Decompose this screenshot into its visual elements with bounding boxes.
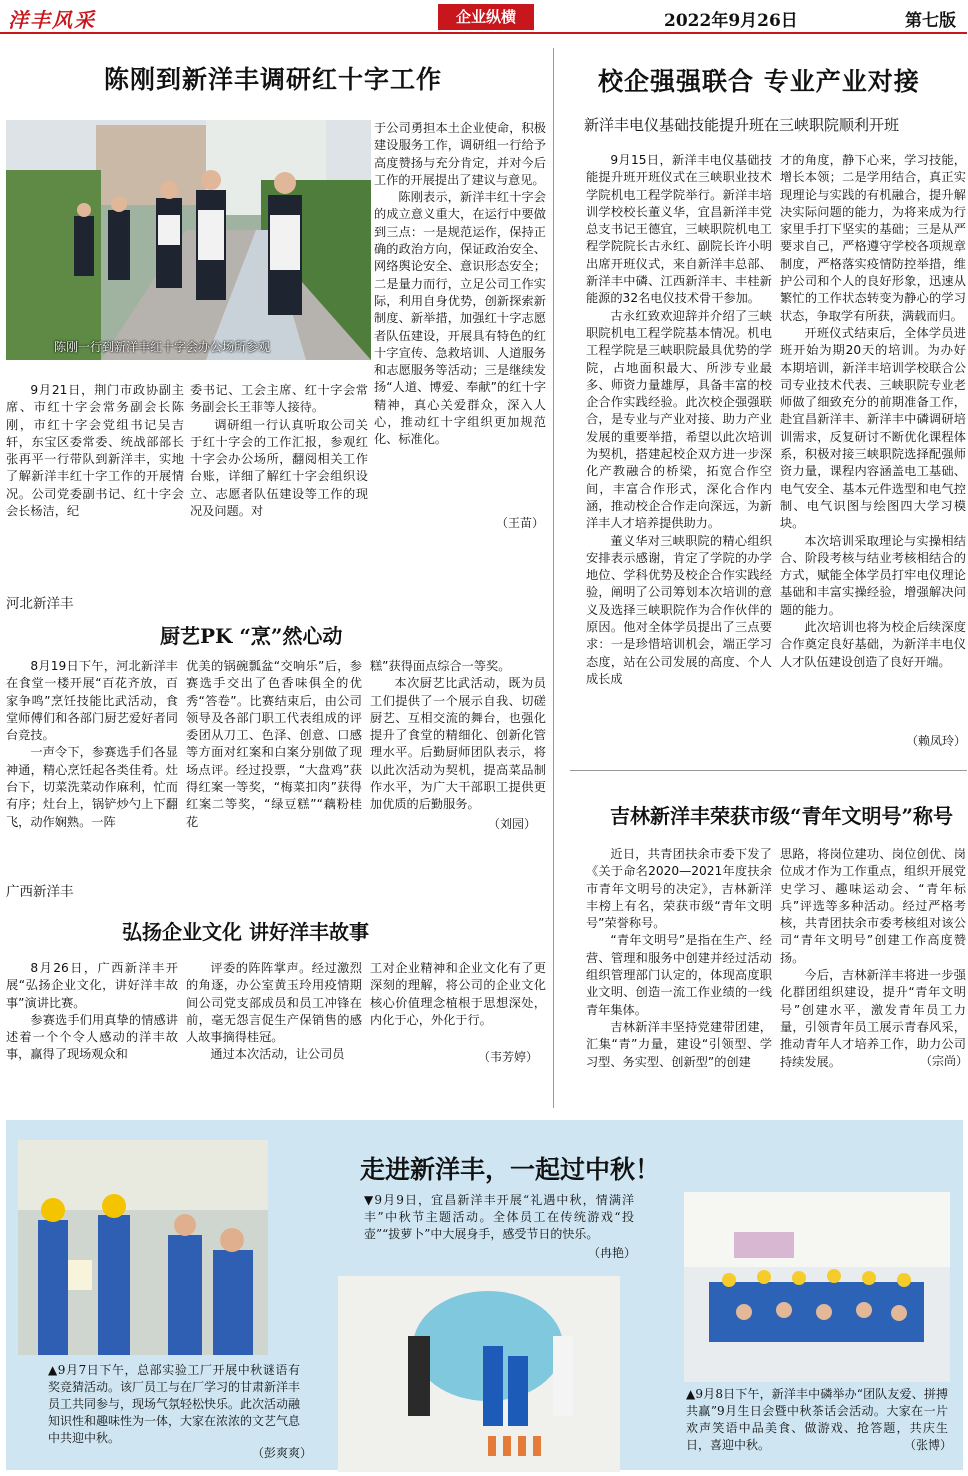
paragraph: 调研组一行认真听取公司关于红十字会的工作汇报，参观红十字会办公场所，翻阅相关工作台账，详细了解红十字会组织设立、志愿者队伍建设等工作的现况及问题。对 [190, 417, 368, 519]
paragraph: 委书记、工会主席、红十字会常务副会长王菲等人接待。 [190, 383, 368, 415]
article5-byline: （宗尚） [920, 1054, 968, 1068]
paragraph: 参赛选手们用真挚的情感讲述着一个个令人感动的洋丰故事，赢得了现场观众和 [6, 1012, 178, 1062]
article2-title: 厨艺PK “烹”然心动 [160, 624, 343, 648]
paragraph: 8月26日，广西新洋丰开展“弘扬企业文化，讲好洋丰故事”演讲比赛。 [6, 961, 178, 1010]
photo-riddle-event [18, 1140, 268, 1355]
paragraph: 思路，将岗位建功、岗位创优、岗位成才作为工作重点，组织开展党史学习、趣味运动会、“青年标兵”评选等多种活动。经过严格考核，共青团扶余市委考核组对该公司“青年文明号”创建工作高度赞扬。 [780, 847, 966, 965]
article1-photo [6, 120, 371, 360]
paragraph: 本次培训采取理论与实操相结合、阶段考核与结业考核相结合的方式，赋能全体学员打牢电仪理论基础和丰富实操经验，增强解决问题的能力。 [780, 533, 966, 617]
paragraph: 才的角度，静下心来，学习技能，增长本领；二是学用结合，真正实现理论与实践的有机融合，提升解决实际问题的能力，为将来成为行家里手打下坚实的基础；三是从严要求自己，严格遵守学校各项规章制度，严格落实疫情防控举措，维护公司和个人的良好形象，迅速从繁忙的工作状态转变为静心的学习状态，争取学有所获，满载而归。 [780, 153, 966, 323]
article3-col3 [370, 960, 546, 1040]
article1-col1 [6, 382, 184, 532]
paragraph: 9月15日，新洋丰电仪基础技能提升班开班仪式在三峡职业技术学院机电工程学院举行。新洋丰培训学校校长董义华，宜昌新洋丰党总支书记王德宜，三峡职院机电工程学院院长古永红、副院长许小明出席开班仪式，来自新洋丰总部、新洋丰中磷、江西新洋丰、丰桂新能源的32名电仪技术骨干参加。 [586, 153, 772, 306]
paragraph: “青年文明号”是指在生产、经营、管理和服务中创建并经过活动组织管理部门认定的，体现高度职业文明、创造一流工作业绩的一线青年集体。 [586, 933, 772, 1017]
caption-text: ▲9月7日下午，总部实验工厂开展中秋谜语有奖竞猜活动。该厂员工与在厂学习的甘肃新洋丰员工共同参与，现场气氛轻松快乐。此次活动融知识性和趣味性为一体，大家在浓浓的文艺气息中共迎中秋。 [48, 1363, 301, 1445]
paragraph: 开班仪式结束后，全体学员进班开始为期20天的培训。为办好本期培训，新洋丰培训学校联合公司专业技术代表、三峡职院专业老师做了细致充分的前期准备工作，赴宜昌新洋丰、新洋丰中磷调研培训需求，反复研讨不断优化课程体系，积极对接三峡职院选择配强师资力量，课程内容涵盖电工基础、电气安全、基本元件选型和电气控制、电气识图与绘图四大学习模块。 [780, 325, 966, 531]
article1-photo-caption: 陈刚一行到新洋丰红十字会办公场所参观 [54, 340, 271, 354]
paragraph: 本次厨艺比武活动，既为员工们提供了一个展示自我、切磋厨艺、互相交流的舞台，也强化提升了食堂的精细化、创新化管理水平。后勤厨师团队表示，将以此次活动为契机，提高菜品制作水平，为广大干部职工提供更加优质的后勤服务。 [370, 676, 546, 812]
article4-byline: （赖凤玲） [906, 734, 967, 748]
paragraph: 今后，吉林新洋丰将进一步强化群团组织建设，提升“青年文明号”创建水平，激发青年员工力量，引领青年员工展示青春风采，推动青年人才培养工作，助力公司持续发展。 [780, 968, 966, 1069]
article2-col1 [6, 658, 178, 834]
column-divider [553, 48, 554, 1108]
paragraph: 董义华对三峡职院的精心组织安排表示感谢，肯定了学院的办学地位、学科优势及校企合作实践经验，阐明了公司筹划本次培训的意义及选择三峡职院作为合作伙伴的原因。他对全体学员提出了三点要求：一是珍惜培训机会，端正学习态度，站在公司发展的高度、个人成长成 [586, 533, 772, 686]
paragraph: 古永红致欢迎辞并介绍了三峡职院机电工程学院基本情况。机电工程学院是三峡职院最具优势的学院，占地面积最大、所涉专业最多、师资力量雄厚，具备丰富的校企合作实践经验。此次校企强强联合，是专业与产业对接、助力产业发展的重要举措，希望以此次培训为契机，搭建起校企双方进一步深化产教融合的桥梁，拓宽合作空间，丰富合作形式，深化合作内涵，推动校企合作走向深远，为新洋丰人才培养提供助力。 [586, 308, 772, 531]
masthead-logo: 洋丰风采 [8, 8, 96, 32]
caption-text: ▲9月8日下午，新洋丰中磷举办“团队友爱、拼搏共赢”9月生日会暨中秋茶话会活动。大家在一片欢声笑语中品美食、做游戏、抢答题，共庆生日，喜迎中秋。 [686, 1387, 948, 1452]
article4-title: 校企强强联合 专业产业对接 [598, 67, 920, 96]
paragraph: 9月21日，荆门市政协副主席、市红十字会常务副会长陈刚，市红十字会党组书记吴吉轩，东宝区委常委、统战部部长张再平一行带队到新洋丰，实地了解新洋丰红十字工作的开展情况。公司党委副书记、红十字会会长杨洁，纪 [6, 383, 184, 519]
paragraph: 通过本次活动，让公司员 [210, 1047, 345, 1062]
issue-date: 2022年9月26日 [664, 11, 798, 31]
paragraph: 近日，共青团扶余市委下发了《关于命名2020—2021年度扶余市青年文明号的决定》，吉林新洋丰榜上有名，荣获市级“青年文明号”荣誉称号。 [586, 847, 772, 931]
paragraph: 于公司勇担本土企业使命，积极建设服务工作，调研组一行给予高度赞扬与充分肯定，并对今后工作的开展提出了建议与意见。 [374, 121, 546, 187]
page-number: 第七版 [905, 11, 956, 31]
feature-title: 走进新洋丰，一起过中秋！ [360, 1155, 661, 1184]
article5-title: 吉林新洋丰荣获市级“青年文明号”称号 [610, 804, 954, 828]
article2-col3 [370, 658, 546, 818]
article2-region-label: 河北新洋丰 [6, 596, 74, 612]
article3-col2 [186, 960, 362, 1070]
paragraph: 吉林新洋丰坚持党建带团建，汇集“青”力量，建设“引领型、学习型、务实型、创新型”的创建 [586, 1019, 772, 1069]
article3-byline: （韦芳婷） [478, 1050, 539, 1064]
paragraph: 评委的阵阵掌声。经过激烈的角逐，办公室黄玉玲用疫情期间公司党支部成员和员工冲锋在前，毫无怨言促生产保销售的感人故事摘得桂冠。 [186, 961, 362, 1045]
paragraph: 陈刚表示，新洋丰红十字会的成立意义重大，在运行中要做到三点：一是规范运作，保持正确的政治方向，保证政治安全、网络舆论安全、意识形态安全；二是量力而行，立足公司工作实际，利用自身优势，创新探索新制度、新举措，加强红十字志愿者队伍建设，开展具有特色的红十字宣传、急救培训、人道服务和志愿服务等活动；三是继续发扬“人道、博爱、奉献”的红十字精神，真心关爱群众，深入人心，推动红十字组织更加规范化、标准化。 [374, 190, 546, 447]
paragraph: 一声令下，参赛选手们各显神通，精心烹饪起各类佳肴。灶台下，切菜洗菜动作麻利，忙而有序；灶台上，锅铲炒勺上下翻飞，动作娴熟。一阵 [6, 745, 178, 829]
paragraph: 此次培训也将为校企后续深度合作奠定良好基础，为新洋丰电仪人才队伍建设创造了良好开端。 [780, 620, 966, 669]
feature-caption-top-byline: （冉艳） [588, 1246, 637, 1260]
paragraph: 糕”获得面点综合一等奖。 [370, 659, 511, 673]
article3-title: 弘扬企业文化 讲好洋丰故事 [122, 920, 369, 944]
paragraph: 优美的锅碗瓢盆“交响乐”后，参赛选手交出了色香味俱全的优秀“答卷”。比赛结束后，由公司领导及各部门职工代表组成的评委团从刀工、色泽、创意、口感等方面对红案和白案分别做了现场点评。经过投票，“大盘鸡”获得红案一等奖，“梅菜扣肉”获得红案二等奖，“绿豆糕”“藕粉桂花 [186, 659, 362, 829]
photo-mid-autumn-games [338, 1276, 620, 1472]
feature-caption-left-byline: （彭爽爽） [252, 1446, 313, 1460]
article1-col2 [190, 382, 368, 532]
paragraph: 工对企业精神和企业文化有了更深刻的理解，将公司的企业文化核心价值理念植根于思想深处，内化于心，外化于行。 [370, 961, 546, 1027]
section-tab: 企业纵横 [438, 4, 534, 30]
section-divider [570, 770, 967, 771]
photo-birthday-party [684, 1192, 950, 1382]
paragraph: 8月19日下午，河北新洋丰在食堂一楼开展“百花齐放，百家争鸣”烹饪技能比武活动，食堂师傅们和各部门厨艺爱好者同台竞技。 [6, 659, 178, 743]
article3-col1 [6, 960, 178, 1070]
article3-region-label: 广西新洋丰 [6, 884, 74, 900]
article2-col2 [186, 658, 362, 834]
caption-text: ▼9月9日，宜昌新洋丰开展“礼遇中秋，情满洋丰”中秋节主题活动。全体员工在传统游戏“投壶”“拔萝卜”中大展身手，感受节日的快乐。 [364, 1193, 634, 1241]
article5-col1 [586, 846, 772, 1070]
feature-caption-left [48, 1362, 300, 1452]
article1-byline: （王苗） [496, 516, 545, 530]
article4-col2 [780, 152, 966, 727]
article1-title: 陈刚到新洋丰调研红十字工作 [104, 65, 443, 94]
article2-byline: （刘园） [488, 817, 537, 831]
feature-caption-right-byline: （张博） [904, 1438, 953, 1452]
article1-col3 [374, 120, 546, 510]
article4-subtitle: 新洋丰电仪基础技能提升班在三峡职院顺利开班 [584, 116, 900, 134]
article4-col1 [586, 152, 772, 744]
